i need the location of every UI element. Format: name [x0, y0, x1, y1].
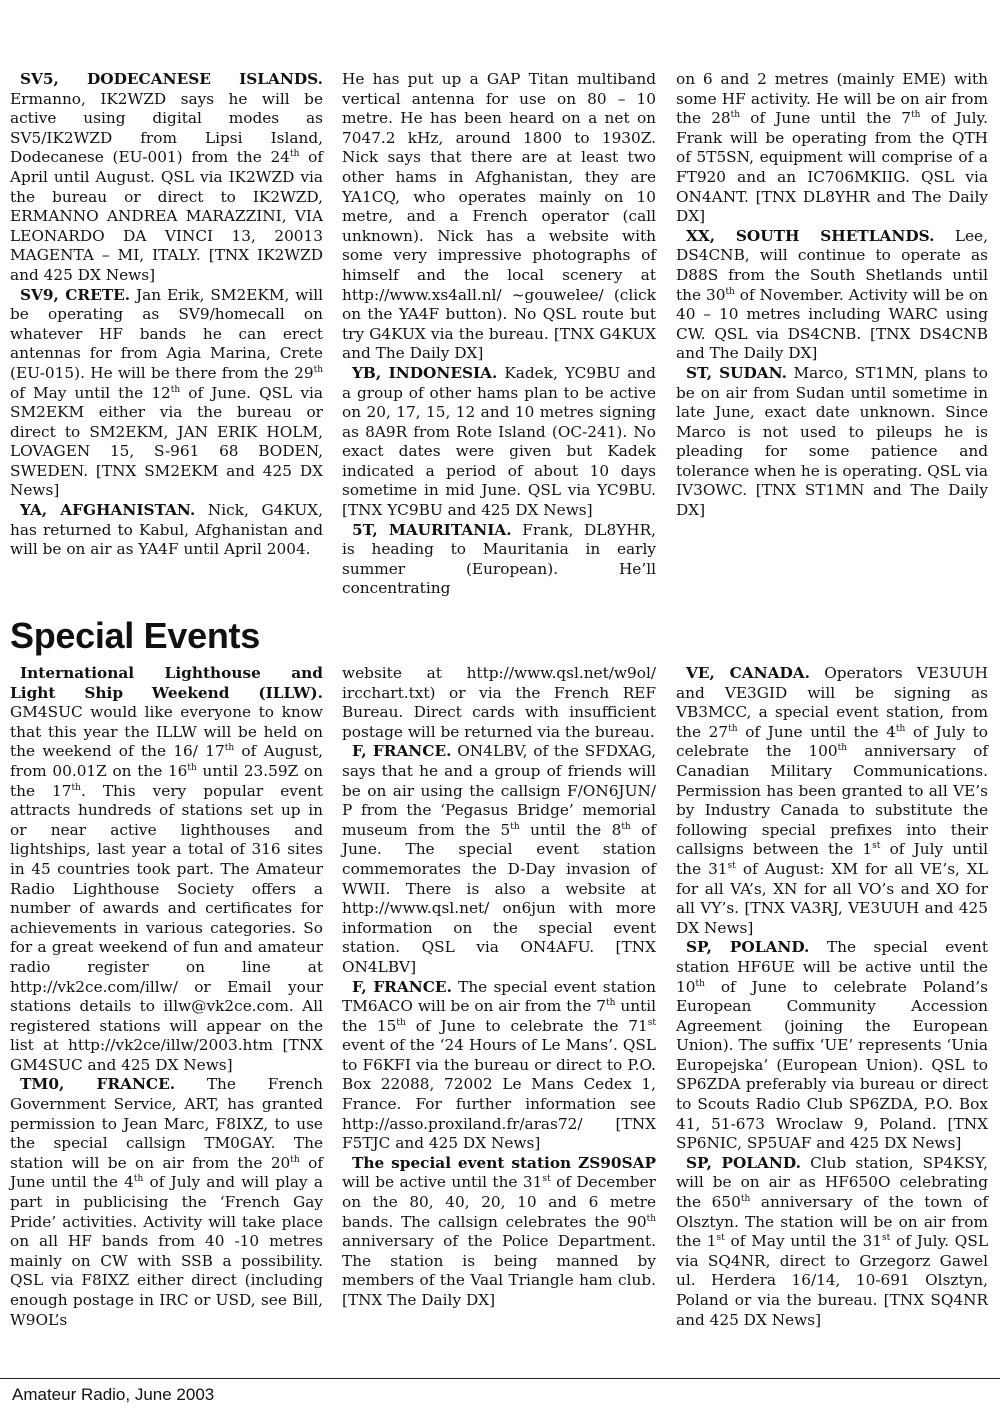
article-paragraph [676, 938, 988, 1154]
article-heading: The special event station ZS90SAP [352, 1153, 656, 1172]
article-body: Kadek, YC9BU and a group of other hams plan to be active on 20, 17, 15, 12 and 10 metres signing as 8A9R from Rote Island (OC-241). No exact dates were given but Kadek indicated a period of about 10 days sometime in mid June. QSL via YC9BU. [TNX YC9BU and 425 DX News] [342, 363, 656, 520]
article-paragraph [342, 70, 656, 364]
article-paragraph [342, 1154, 656, 1311]
article-paragraph [676, 227, 988, 364]
article-paragraph [676, 664, 988, 938]
article-paragraph [10, 664, 323, 1075]
article-body: on 6 and 2 metres (mainly EME) with some HF activity. He will be on air from the 28th of June until the 7th of July. Frank will be operating from the QTH of 5T5SN, equipment will comprise of a FT920 and an IC706MKIIG. QSL via ON4ANT. [TNX DL8YHR and The Daily DX] [676, 70, 988, 226]
article-heading: SP, POLAND. [686, 938, 810, 957]
article-heading: YB, INDONESIA. [352, 363, 498, 382]
article-body: Operators VE3UUH and VE3GID will be signing as VB3MCC, a special event station, from the 27th of June until the 4th of July to celebrate the 100th anniversary of Canadian Military Communications. Permission has been granted to all VE’s by Industry Canada to substitute the following special prefixes into their callsigns between the 1st of July until the 31st of August: XM for all VE’s, XL for all VA’s, XN for all VO’s and XO for all VY’s. [TNX VA3RJ, VE3UUH and 425 DX News] [676, 664, 989, 937]
footer-rule [0, 1378, 1000, 1379]
article-paragraph [342, 742, 656, 977]
article-body: Nick, G4KUX, has returned to Kabul, Afghanistan and will be on air as YA4F until April 2004. [10, 501, 323, 559]
article-body: He has put up a GAP Titan multiband vertical antenna for use on 80 – 10 metre. He has been heard on a net on 7047.2 kHz, around 1800 to 1930Z. Nick says that there are at least two other hams in Afghanistan, they are YA1CQ, who operates mainly on 10 metre, and a French operator (call unknown). Nick has a website with some very impressive photographs of himself and the local scenery at http://www.xs4all.nl/ ~gouwelee/ (click on the YA4F button). No QSL route but try G4KUX via the bureau. [TNX G4KUX and The Daily DX] [342, 70, 656, 363]
article-heading: F, FRANCE. [352, 742, 452, 761]
article-heading: YA, AFGHANISTAN. [20, 501, 196, 520]
top-column-2 [342, 70, 656, 599]
article-paragraph [676, 1154, 988, 1330]
article-heading: F, FRANCE. [352, 977, 452, 996]
top-column-3 [676, 70, 988, 521]
article-body: website at http://www.qsl.net/w9ol/ ircchart.txt) or via the French REF Bureau. Direct cards with insufficient postage will be returned via the bureau. [342, 664, 656, 741]
article-body: ON4LBV, of the SFDXAG, says that he and a group of friends will be on air using the callsign F/ON6JUN/ P from the ‘Pegasus Bridge’ memorial museum from the 5th until the 8th of June. The special event station commemorates the D-Day invasion of WWII. There is also a website at http://www.qsl.net/ on6jun with more information on the special event station. QSL via ON4AFU. [TNX ON4LBV] [342, 742, 656, 976]
article-body: The French Government Service, ART, has granted permission to Jean Marc, F8IXZ, to use the special callsign TM0GAY. The station will be on air from the 20th of June until the 4th of July and will play a part in publicising the ‘French Gay Pride’ activities. Activity will take place on all HF bands from 40 -10 metres mainly on CW with SSB a possibility. QSL via F8IXZ either direct (including enough postage in IRC or USD, see Bill, W9OL’s [10, 1075, 323, 1329]
article-heading: VE, CANADA. [686, 664, 810, 682]
bottom-column-3 [676, 664, 988, 1330]
article-heading: SP, POLAND. [686, 1153, 801, 1172]
top-column-1 [10, 70, 323, 560]
article-body: The special event station TM6ACO will be on air from the 7th until the 15th of June to celebrate the 71st event of the ‘24 Hours of Le Mans’. QSL to F6KFI via the bureau or direct to P.O. Box 22088, 72002 Le Mans Cedex 1, France. For further information see http://asso.proxiland.fr/aras72/ [TNX F5TJC and 425 DX News] [342, 977, 657, 1153]
bottom-column-2 [342, 664, 656, 1311]
article-paragraph [342, 664, 656, 742]
article-body: Club station, SP4KSY, will be on air as HF650O celebrating the 650th anniversary of the town of Olsztyn. The station will be on air from the 1st of May until the 31st of July. QSL via SQ4NR, direct to Grzegorz Gawel ul. Herdera 16/14, 10-691 Olsztyn, Poland or via the bureau. [TNX SQ4NR and 425 DX News] [676, 1153, 988, 1329]
article-body: The special event station HF6UE will be active until the 10th of June to celebrate Poland’s European Community Accession Agreement (joining the European Union). The suffix ‘UE’ represents ‘Unia Europejska’ (European Union). QSL to SP6ZDA preferably via bureau or direct to Scouts Radio Club SP6ZDA, P.O. Box 41, 51-673 Wroclaw 9, Poland. [TNX SP6NIC, SP5UAF and 425 DX News] [676, 938, 988, 1153]
article-paragraph [10, 70, 323, 286]
article-body: Jan Erik, SM2EKM, will be operating as SV9/homecall on whatever HF bands he can erect antennas for from Agia Marina, Crete (EU-015). He will be there from the 29th of May until the 12th of June. QSL via SM2EKM either via the bureau or direct to SM2EKM, JAN ERIK HOLM, LOVAGEN 15, S-961 68 BODEN, SWEDEN. [TNX SM2EKM and 425 DX News] [10, 285, 323, 500]
article-heading: XX, SOUTH SHETLANDS. [686, 226, 935, 245]
article-paragraph [10, 1075, 323, 1330]
article-heading: ST, SUDAN. [686, 363, 787, 382]
article-heading: 5T, MAURITANIA. [352, 520, 512, 539]
article-paragraph [342, 364, 656, 521]
article-paragraph [342, 978, 656, 1154]
bottom-column-1 [10, 664, 323, 1330]
article-paragraph [676, 364, 988, 521]
article-heading: SV9, CRETE. [20, 285, 131, 304]
article-body: GM4SUC would like everyone to know that this year the ILLW will be held on the weekend of the 16/ 17th of August, from 00.01Z on the 16th until 23.59Z on the 17th. This very popular event attracts hundreds of stations set up in or near active lighthouses and lightships, last year a total of 316 sites in 45 countries took part. The Amateur Radio Lighthouse Society offers a number of awards and certificates for achievements in various categories. So for a great weekend of fun and amateur radio register on line at http://vk2ce.com/illw/ or Email your stations details to illw@vk2ce.com. All registered stations will appear on the list at http://vk2ce/illw/2003.htm [TNX GM4SUC and 425 DX News] [10, 703, 323, 1074]
footer-text: Amateur Radio, June 2003 [12, 1385, 215, 1404]
article-paragraph [10, 286, 323, 502]
article-paragraph [342, 521, 656, 599]
article-body: Lee, DS4CNB, will continue to operate as D88S from the South Shetlands until the 30th of November. Activity will be on 40 – 10 metres including WARC using CW. QSL via DS4CNB. [TNX DS4CNB and The Daily DX] [676, 226, 988, 363]
article-paragraph [676, 70, 988, 227]
article-body: Ermanno, IK2WZD says he will be active using digital modes as SV5/IK2WZD from Lipsi Island, Dodecanese (EU-001) from the 24th of April until August. QSL via IK2WZD via the bureau or direct to IK2WZD, ERMANNO ANDREA MARAZZINI, VIA LEONARDO DA VINCI 13, 20013 MAGENTA – MI, ITALY. [TNX IK2WZD and 425 DX News] [10, 89, 323, 284]
article-body: will be active until the 31st of December on the 80, 40, 20, 10 and 6 metre bands. The callsign celebrates the 90th anniversary of the Police Department. The station is being manned by members of the Vaal Triangle ham club. [TNX The Daily DX] [342, 1173, 656, 1309]
section-heading: Special Events [10, 615, 260, 656]
article-body: Frank, DL8YHR, is heading to Mauritania in early summer (European). He’ll concentrating [342, 520, 656, 598]
article-heading: International Lighthouse and Light Ship Weekend (ILLW). [10, 664, 323, 702]
article-body: Marco, ST1MN, plans to be on air from Sudan until sometime in late June, exact date unknown. Since Marco is not used to pileups he is pleading for some patience and tolerance when he is operating. QSL via IV3OWC. [TNX ST1MN and The Daily DX] [676, 363, 988, 520]
article-heading: SV5, DODECANESE ISLANDS. [20, 70, 323, 88]
article-heading: TM0, FRANCE. [20, 1075, 176, 1094]
article-paragraph [10, 501, 323, 560]
